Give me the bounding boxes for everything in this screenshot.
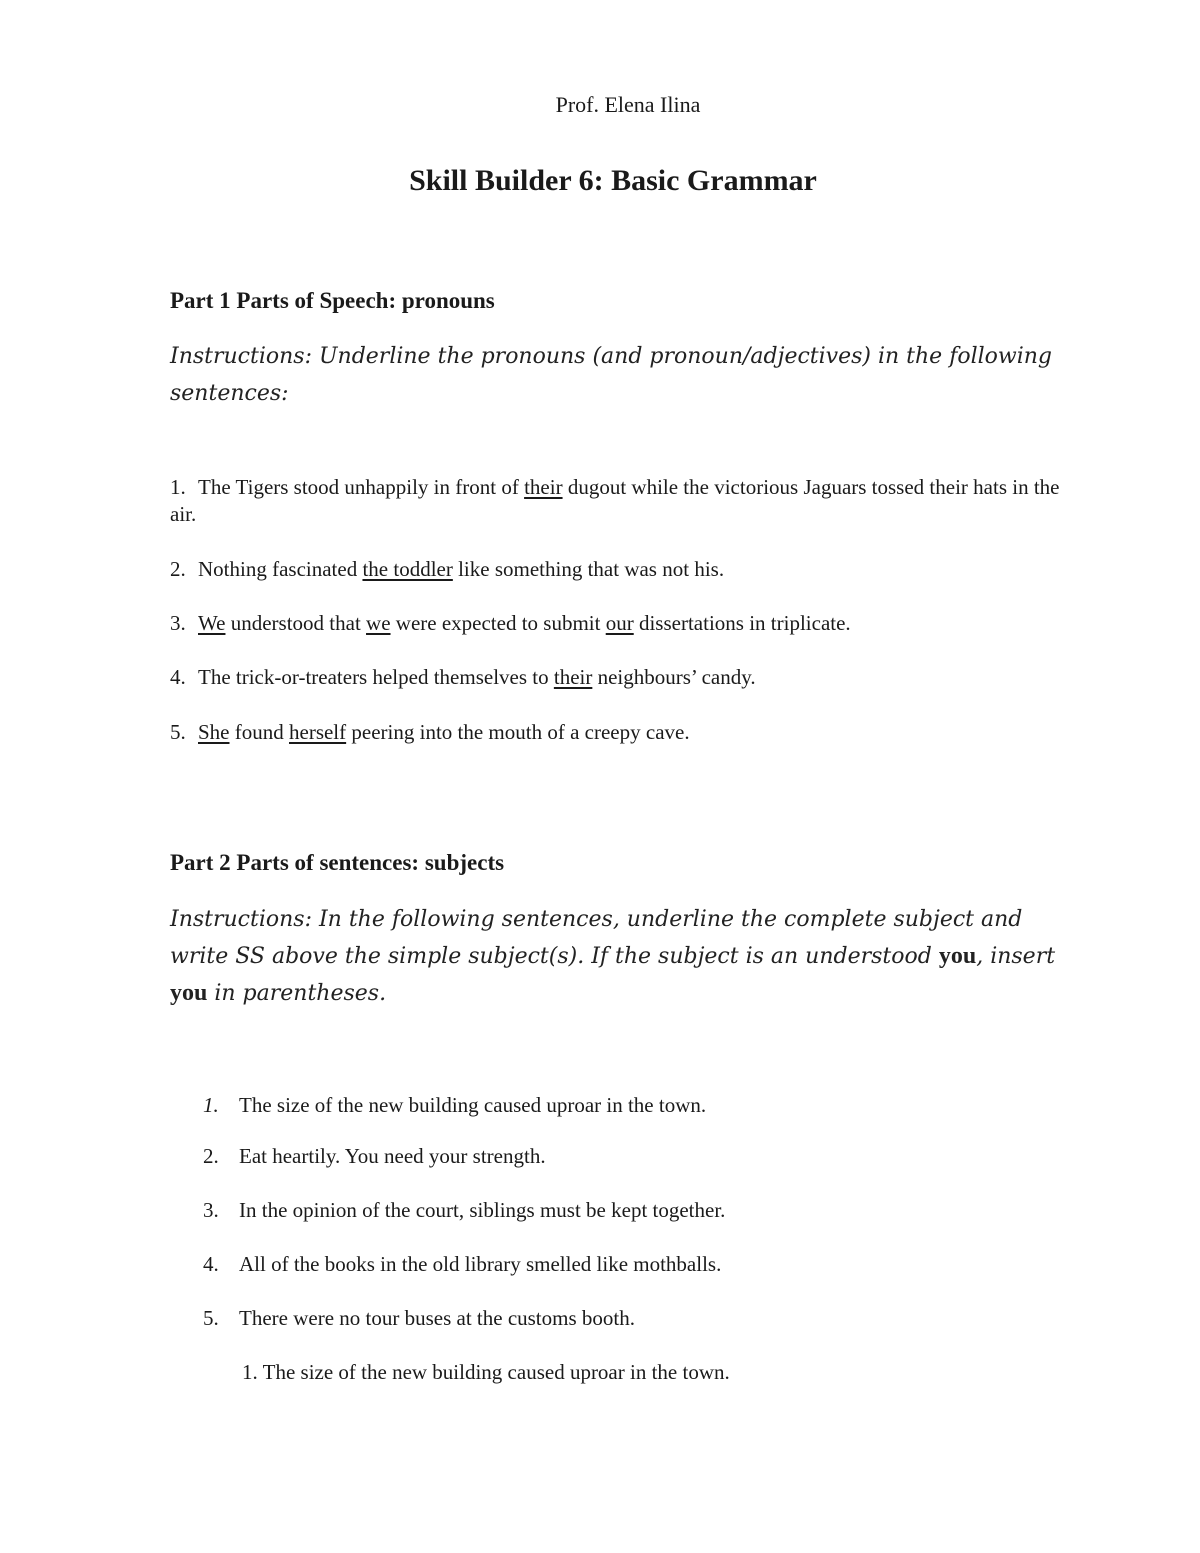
instr-text: Instructions: In the following sentences, underline the complete subject and write SS above the simple subject(s). If the subject is an understood — [170, 907, 1023, 969]
underlined-pronoun: their — [553, 665, 593, 689]
part2-heading: Part 2 Parts of sentences: subjects — [170, 850, 505, 875]
sentence-text: dugout while the victorious Jaguars tossed their hats in the air. — [170, 475, 1060, 526]
underlined-pronoun: we — [366, 611, 391, 635]
sentence-text: The trick-or-treaters helped themselves to — [198, 665, 554, 689]
underlined-pronoun: the toddler — [362, 557, 453, 581]
item-number: 1. — [203, 1093, 219, 1117]
instr-you: you — [938, 943, 977, 969]
sentence-text: Nothing fascinated — [198, 557, 363, 581]
instr-you: you — [170, 980, 208, 1006]
sentence-text: found — [229, 720, 289, 744]
page-title: Skill Builder 6: Basic Grammar — [409, 164, 817, 197]
sentence-text: Eat heartily. You need your strength. — [239, 1144, 546, 1168]
list-item — [203, 1093, 706, 1118]
underlined-pronoun: She — [198, 720, 230, 744]
list-item — [203, 1306, 635, 1331]
list-item — [170, 474, 1070, 528]
item-number: 5. — [203, 1306, 219, 1330]
underlined-pronoun: their — [524, 475, 563, 499]
part2-instructions — [170, 901, 1070, 1012]
item-number: 4. — [203, 1252, 219, 1276]
answer-sentence: 1. The size of the new building caused uproar in the town. — [242, 1360, 730, 1384]
item-number: 3. — [203, 1198, 219, 1222]
sentence-text: like something that was not his. — [452, 557, 725, 581]
list-item — [170, 556, 1070, 583]
list-item — [203, 1198, 725, 1223]
item-number: 3. — [170, 611, 186, 635]
sentence-text: neighbours’ candy. — [592, 665, 756, 689]
underlined-pronoun: herself — [289, 720, 347, 744]
part1-heading: Part 1 Parts of Speech: pronouns — [170, 288, 495, 313]
instr-text: in parentheses. — [207, 981, 387, 1006]
item-number: 5. — [170, 720, 186, 744]
sentence-text: There were no tour buses at the customs booth. — [239, 1306, 635, 1330]
sentence-text: The Tigers stood unhappily in front of — [198, 475, 525, 499]
author-name: Prof. Elena Ilina — [555, 92, 701, 117]
sentence-text: peering into the mouth of a creepy cave. — [346, 720, 690, 744]
item-number: 2. — [170, 557, 186, 581]
part1-instructions: Instructions: Underline the pronouns (and pronoun/adjectives) in the following sentences: — [170, 344, 1053, 406]
list-item — [170, 610, 1070, 637]
underlined-pronoun: our — [605, 611, 634, 635]
sentence-text: dissertations in triplicate. — [633, 611, 851, 635]
list-item — [203, 1144, 546, 1169]
list-item — [170, 719, 1070, 746]
instr-text: , insert — [976, 944, 1056, 969]
sentence-text: The size of the new building caused uproar in the town. — [239, 1093, 707, 1117]
sentence-text: In the opinion of the court, siblings must be kept together. — [239, 1198, 726, 1222]
list-item — [203, 1252, 721, 1277]
item-number: 2. — [203, 1144, 219, 1168]
sentence-text: understood that — [225, 611, 367, 635]
sentence-text: All of the books in the old library smelled like mothballs. — [239, 1252, 722, 1276]
item-number: 4. — [170, 665, 186, 689]
item-number: 1. — [170, 475, 186, 499]
sentence-text: were expected to submit — [390, 611, 606, 635]
list-item — [170, 664, 1070, 691]
underlined-pronoun: We — [198, 611, 226, 635]
